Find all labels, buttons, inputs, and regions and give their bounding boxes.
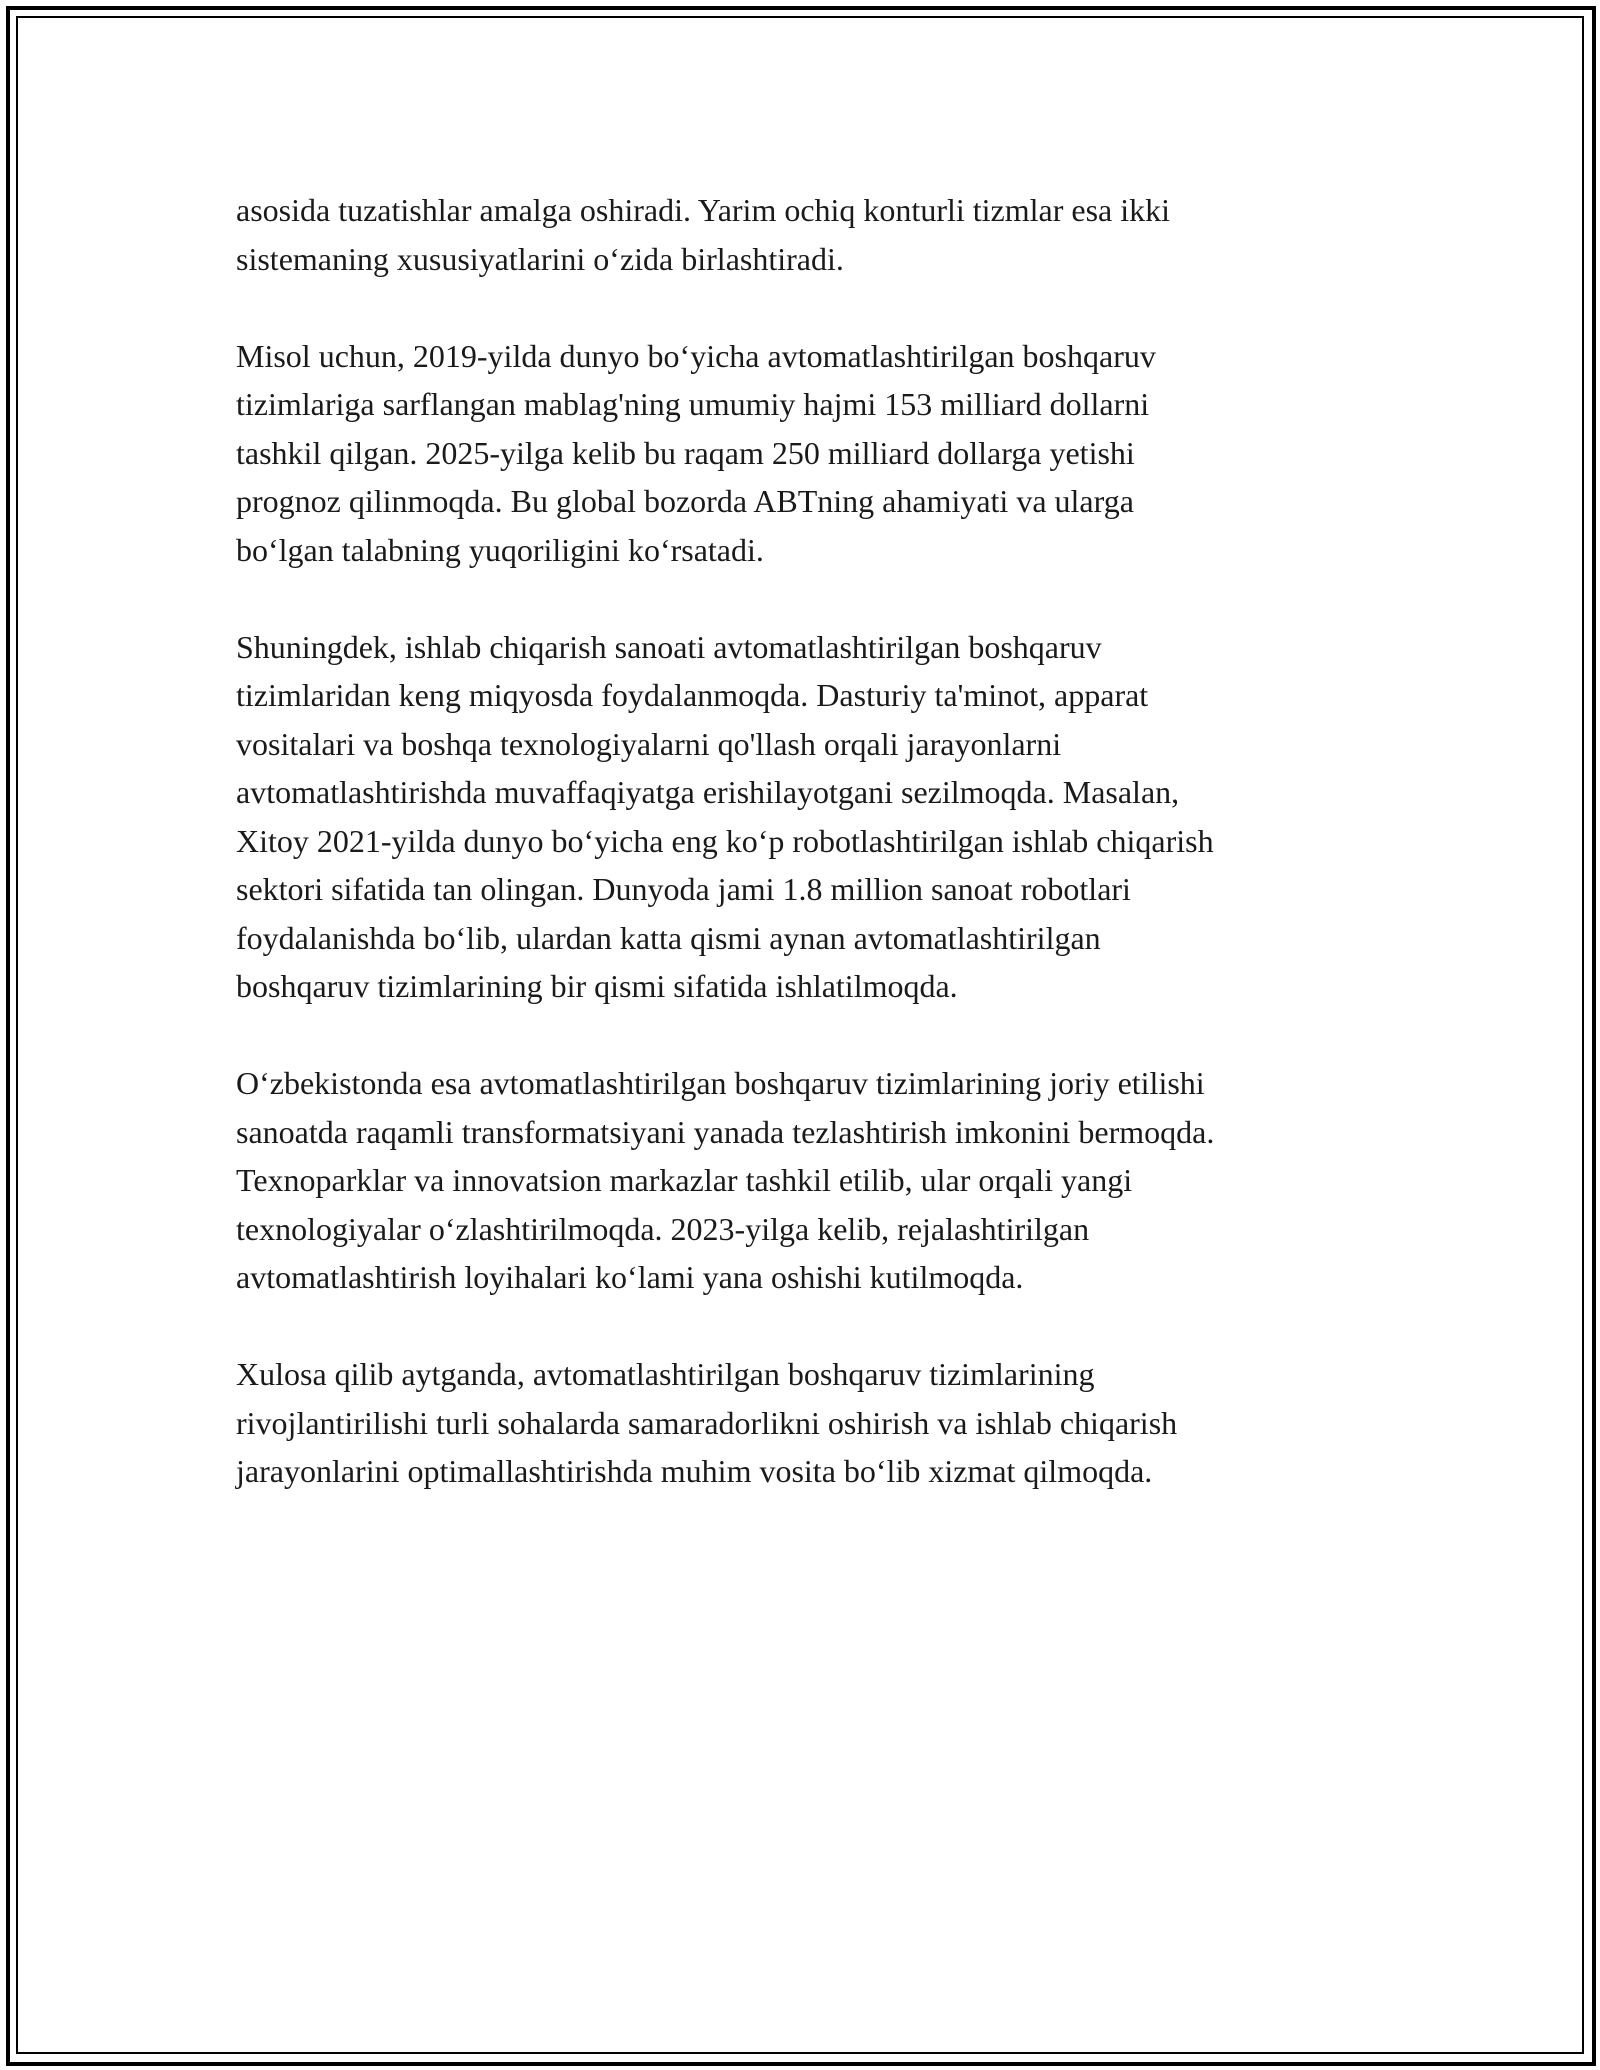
- paragraph-5: Xulosa qilib aytganda, avtomatlashtirilgan boshqaruv tizimlarining rivojlantirilishi turli sohalarda samaradorlikni oshirish va ishlab chiqarish jarayonlarini optimallashtirishda muhim vosita bo‘lib xizmat qilmoqda.: [236, 1356, 1178, 1489]
- paragraph-3: Shuningdek, ishlab chiqarish sanoati avtomatlashtirilgan boshqaruv tizimlaridan keng miqyosda foydalanmoqda. Dasturiy ta'minot, apparat vositalari va boshqa texnologiyalarni qo'llash orqali jarayonlarni avtomatlashtirishda muvaffaqiyatga erishilayotgani sezilmoqda. Masalan, Xitoy 2021-yilda dunyo bo‘yicha eng ko‘p robotlashtirilgan ishlab chiqarish sektori sifatida tan olingan. Dunyoda jami 1.8 million sanoat robotlari foydalanishda bo‘lib, ulardan katta qismi aynan avtomatlashtirilgan boshqaruv tizimlarining bir qismi sifatida ishlatilmoqda.: [236, 628, 1214, 1004]
- paragraph-4: O‘zbekistonda esa avtomatlashtirilgan boshqaruv tizimlarining joriy etilishi sanoatda raqamli transformatsiyani yanada tezlashtirish imkonini bermoqda. Texnoparklar va innovatsion markazlar tashkil etilib, ular orqali yangi texnologiyalar o‘zlashtirilmoqda. 2023-yilga kelib, rejalashtirilgan avtomatlashtirish loyihalari ko‘lami yana oshishi kutilmoqda.: [236, 1065, 1215, 1295]
- paragraph-1: asosida tuzatishlar amalga oshiradi. Yarim ochiq konturli tizmlar esa ikki sistemaning xususiyatlarini o‘zida birlashtiradi.: [236, 192, 1171, 277]
- document-body: [236, 186, 1386, 1544]
- paragraph-2: Misol uchun, 2019-yilda dunyo bo‘yicha avtomatlashtirilgan boshqaruv tizimlariga sarflangan mablag'ning umumiy hajmi 153 milliard dollarni tashkil qilgan. 2025-yilga kelib bu raqam 250 milliard dollarga yetishi prognoz qilinmoqda. Bu global bozorda ABTning ahamiyati va ularga bo‘lgan talabning yuqoriligini ko‘rsatadi.: [236, 337, 1156, 568]
